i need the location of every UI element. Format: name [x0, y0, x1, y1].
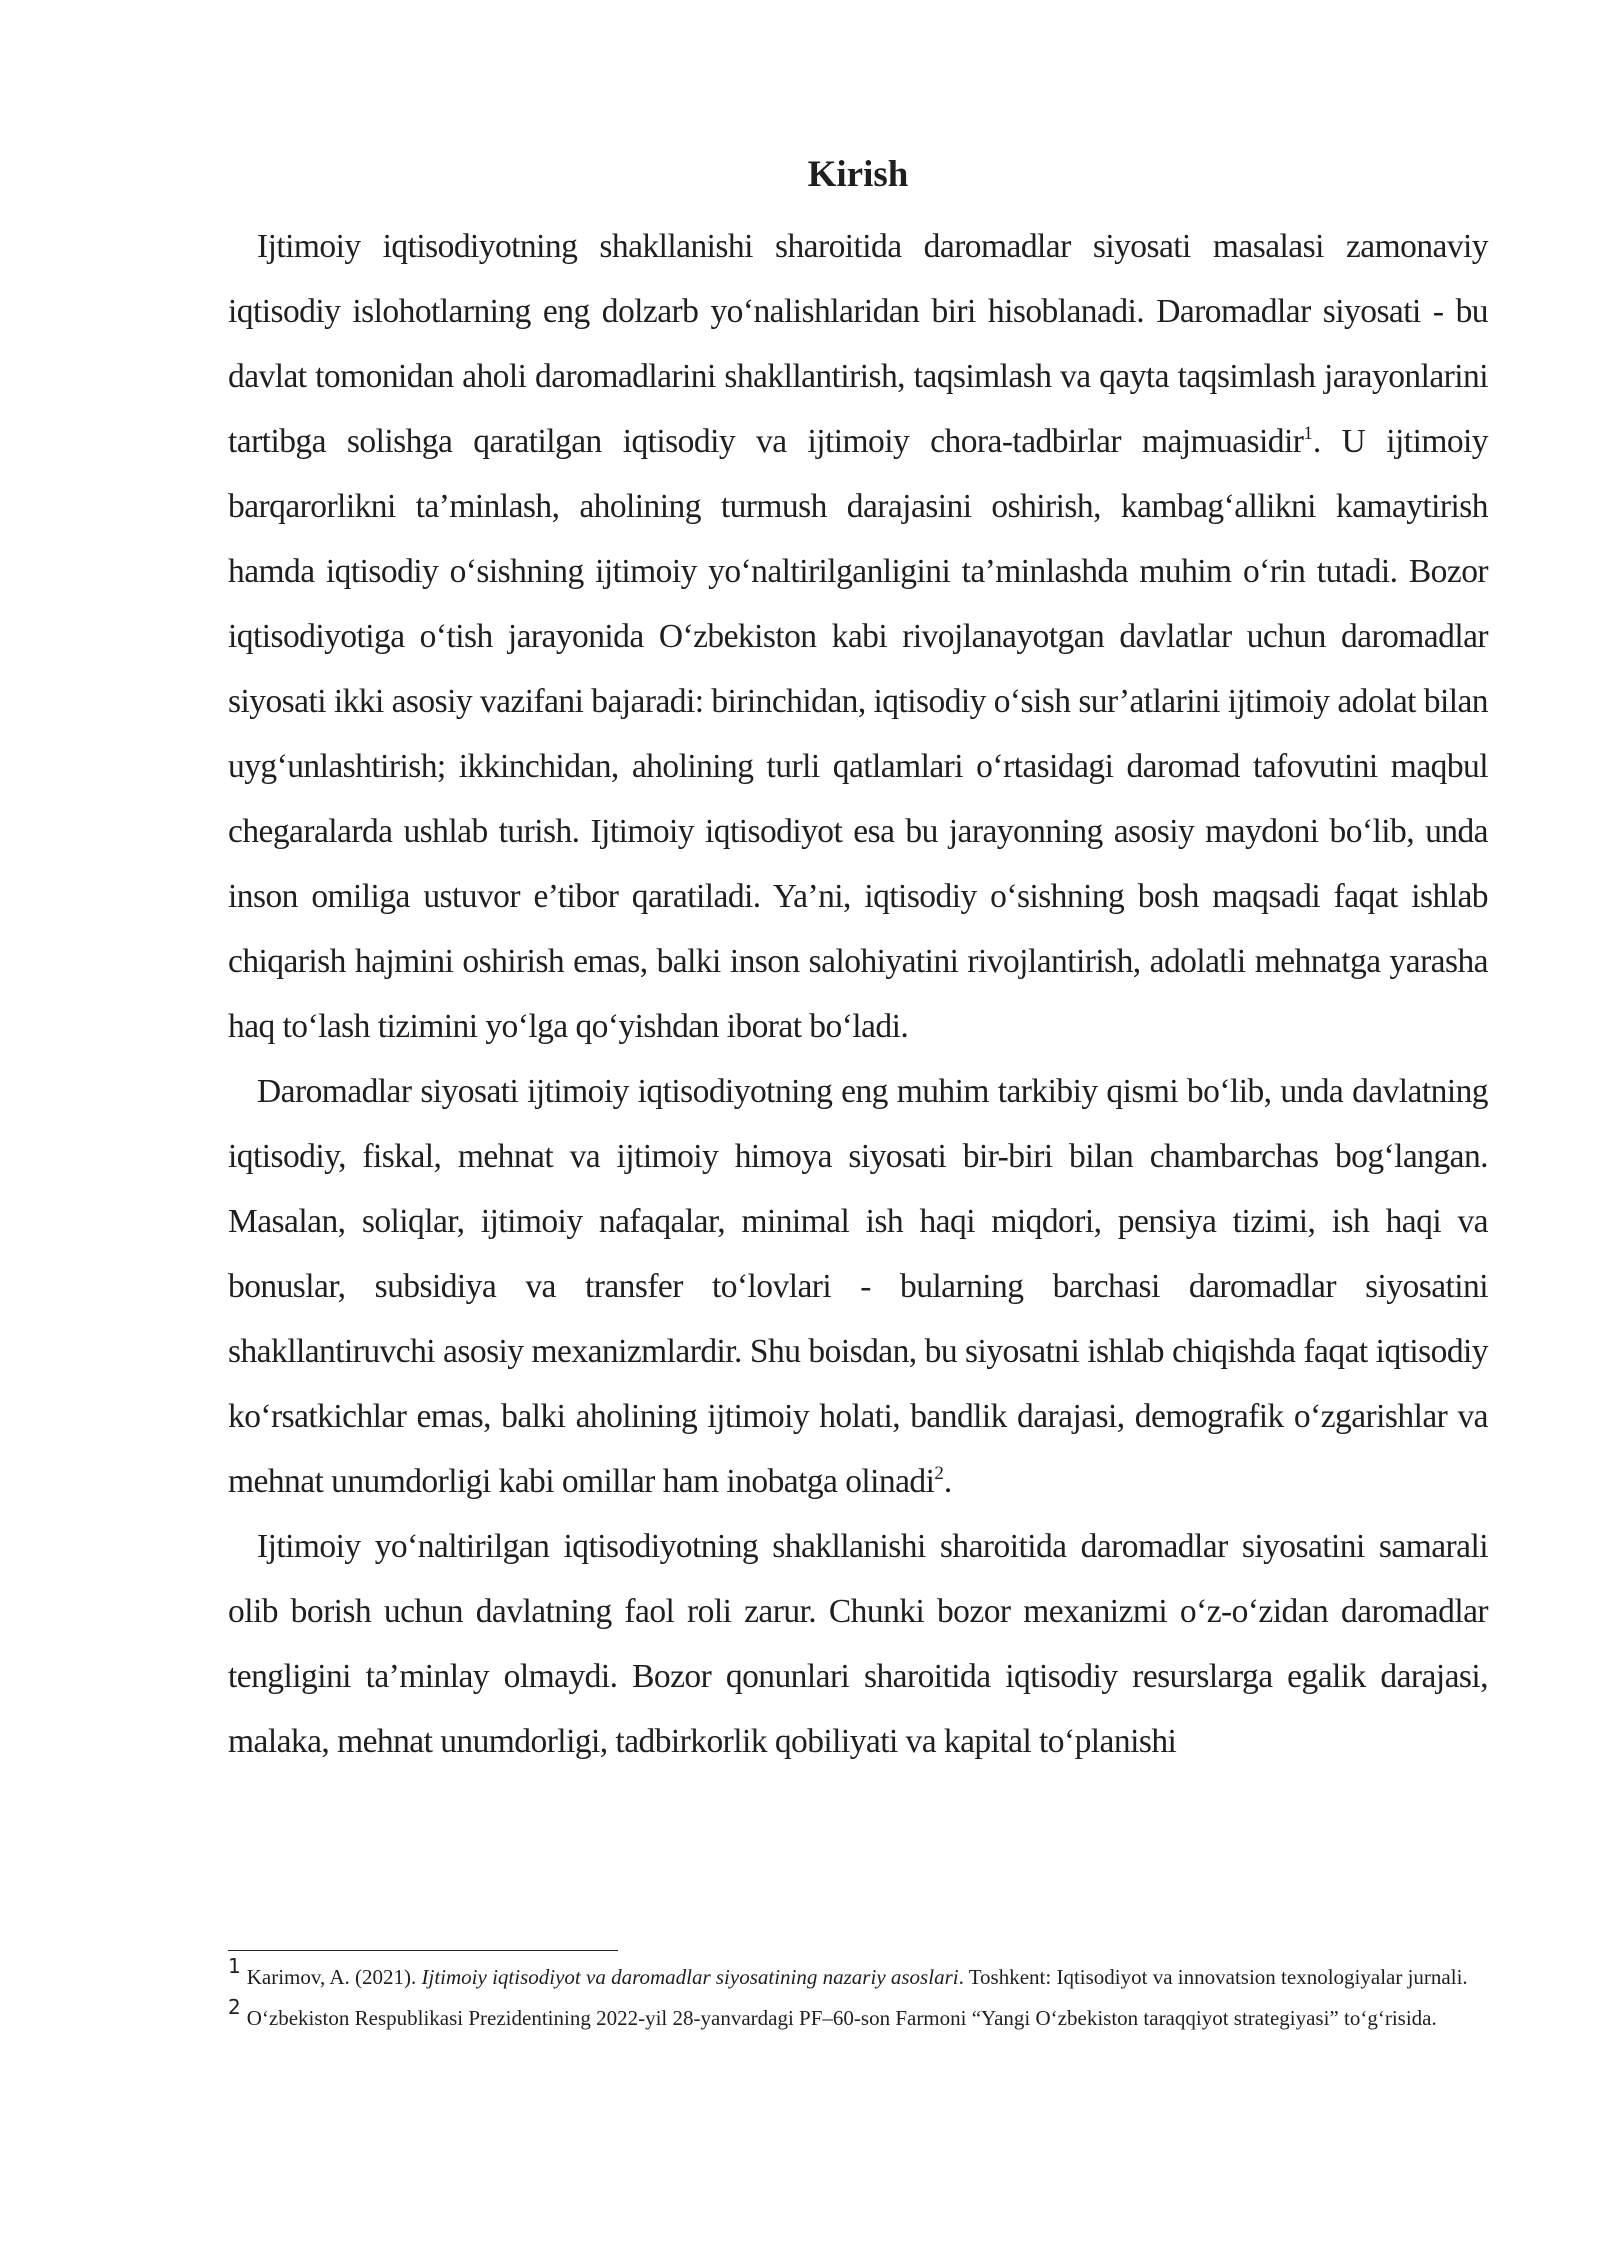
- paragraph-3: [228, 1514, 1488, 1774]
- paragraph-1-text: Ijtimoiy iqtisodiyotning shakllanishi sharoitida daromadlar siyosati masalasi zamonaviy iqtisodiy islohotlarning eng dolzarb yo‘nalishlaridan biri hisoblanadi. Daromadlar siyosati - bu davlat tomonidan aholi daromadlarini shakllantirish, taqsimlash va qayta taqsimlash jarayonlarini tartibga solishga qaratilgan iqtisodiy va ijtimoiy chora-tadbirlar majmuasidir: [228, 228, 1488, 460]
- footnote-2-text: O‘zbekiston Respublikasi Prezidentining 2022-yil 28-yanvardagi PF–60-son Farmoni “Yangi O‘zbekiston taraqqiyot strategiyasi” to‘g‘risida.: [246, 2006, 1437, 2030]
- footnote-2: [228, 1995, 1488, 2034]
- footnote-separator: [228, 1950, 618, 1951]
- paragraph-2: [228, 1059, 1488, 1514]
- page-title: Kirish: [807, 154, 909, 195]
- paragraph-2-text-cont: .: [943, 1463, 952, 1500]
- paragraph-1-text-cont: . U ijtimoiy barqarorlikni ta’minlash, aholining turmush darajasini oshirish, kambag‘allikni kamaytirish hamda iqtisodiy o‘sishning ijtimoiy yo‘naltirilganligini ta’minlashda muhim o‘rin tutadi. Bozor iqtisodiyotiga o‘tish jarayonida O‘zbekiston kabi rivojlanayotgan davlatlar uchun daromadlar siyosati ikki asosiy vazifani bajaradi: birinchidan, iqtisodiy o‘sish sur’atlarini ijtimoiy adolat bilan uyg‘unlashtirish; ikkinchidan, aholining turli qatlamlari o‘rtasidagi daromad tafovutini maqbul chegaralarda ushlab turish. Ijtimoiy iqtisodiyot esa bu jarayonning asosiy maydoni bo‘lib, unda inson omiliga ustuvor e’tibor qaratiladi. Ya’ni, iqtisodiy o‘sishning bosh maqsadi faqat ishlab chiqarish hajmini oshirish emas, balki inson salohiyatini rivojlantirish, adolatli mehnatga yarasha haq to‘lash tizimini yo‘lga qo‘yishdan iborat bo‘ladi.: [228, 423, 1488, 1045]
- body-text: [228, 214, 1488, 1774]
- paragraph-1: [228, 214, 1488, 1059]
- footnote-number-1: 1: [228, 1954, 241, 1978]
- footnote-ref-2[interactable]: 2: [934, 1463, 944, 1484]
- paragraph-2-text: Daromadlar siyosati ijtimoiy iqtisodiyotning eng muhim tarkibiy qismi bo‘lib, unda davlatning iqtisodiy, fiskal, mehnat va ijtimoiy himoya siyosati bir-biri bilan chambarchas bog‘langan. Masalan, soliqlar, ijtimoiy nafaqalar, minimal ish haqi miqdori, pensiya tizimi, ish haqi va bonuslar, subsidiya va transfer to‘lovlari - bularning barchasi daromadlar siyosatini shakllantiruvchi asosiy mexanizmlardir. Shu boisdan, bu siyosatni ishlab chiqishda faqat iqtisodiy ko‘rsatkichlar emas, balki aholining ijtimoiy holati, bandlik darajasi, demografik o‘zgarishlar va mehnat unumdorligi kabi omillar ham inobatga olinadi: [228, 1073, 1488, 1500]
- footnote-1: [228, 1954, 1488, 1993]
- footnotes: [228, 1954, 1488, 2044]
- footnote-ref-1[interactable]: 1: [1303, 423, 1313, 444]
- footnote-1-title: Ijtimoiy iqtisodiyot va daromadlar siyosatining nazariy asoslari: [421, 1965, 959, 1989]
- footnote-number-2: 2: [228, 1995, 241, 2019]
- paragraph-3-text: Ijtimoiy yo‘naltirilgan iqtisodiyotning shakllanishi sharoitida daromadlar siyosatini samarali olib borish uchun davlatning faol roli zarur. Chunki bozor mexanizmi o‘z-o‘zidan daromadlar tengligini ta’minlay olmaydi. Bozor qonunlari sharoitida iqtisodiy resurslarga egalik darajasi, malaka, mehnat unumdorligi, tadbirkorlik qobiliyati va kapital to‘planishi: [228, 1528, 1488, 1760]
- footnote-1-publisher: . Toshkent: Iqtisodiyot va innovatsion texnologiyalar jurnali.: [958, 1965, 1468, 1989]
- footnote-1-author: Karimov, A. (2021).: [246, 1965, 422, 1989]
